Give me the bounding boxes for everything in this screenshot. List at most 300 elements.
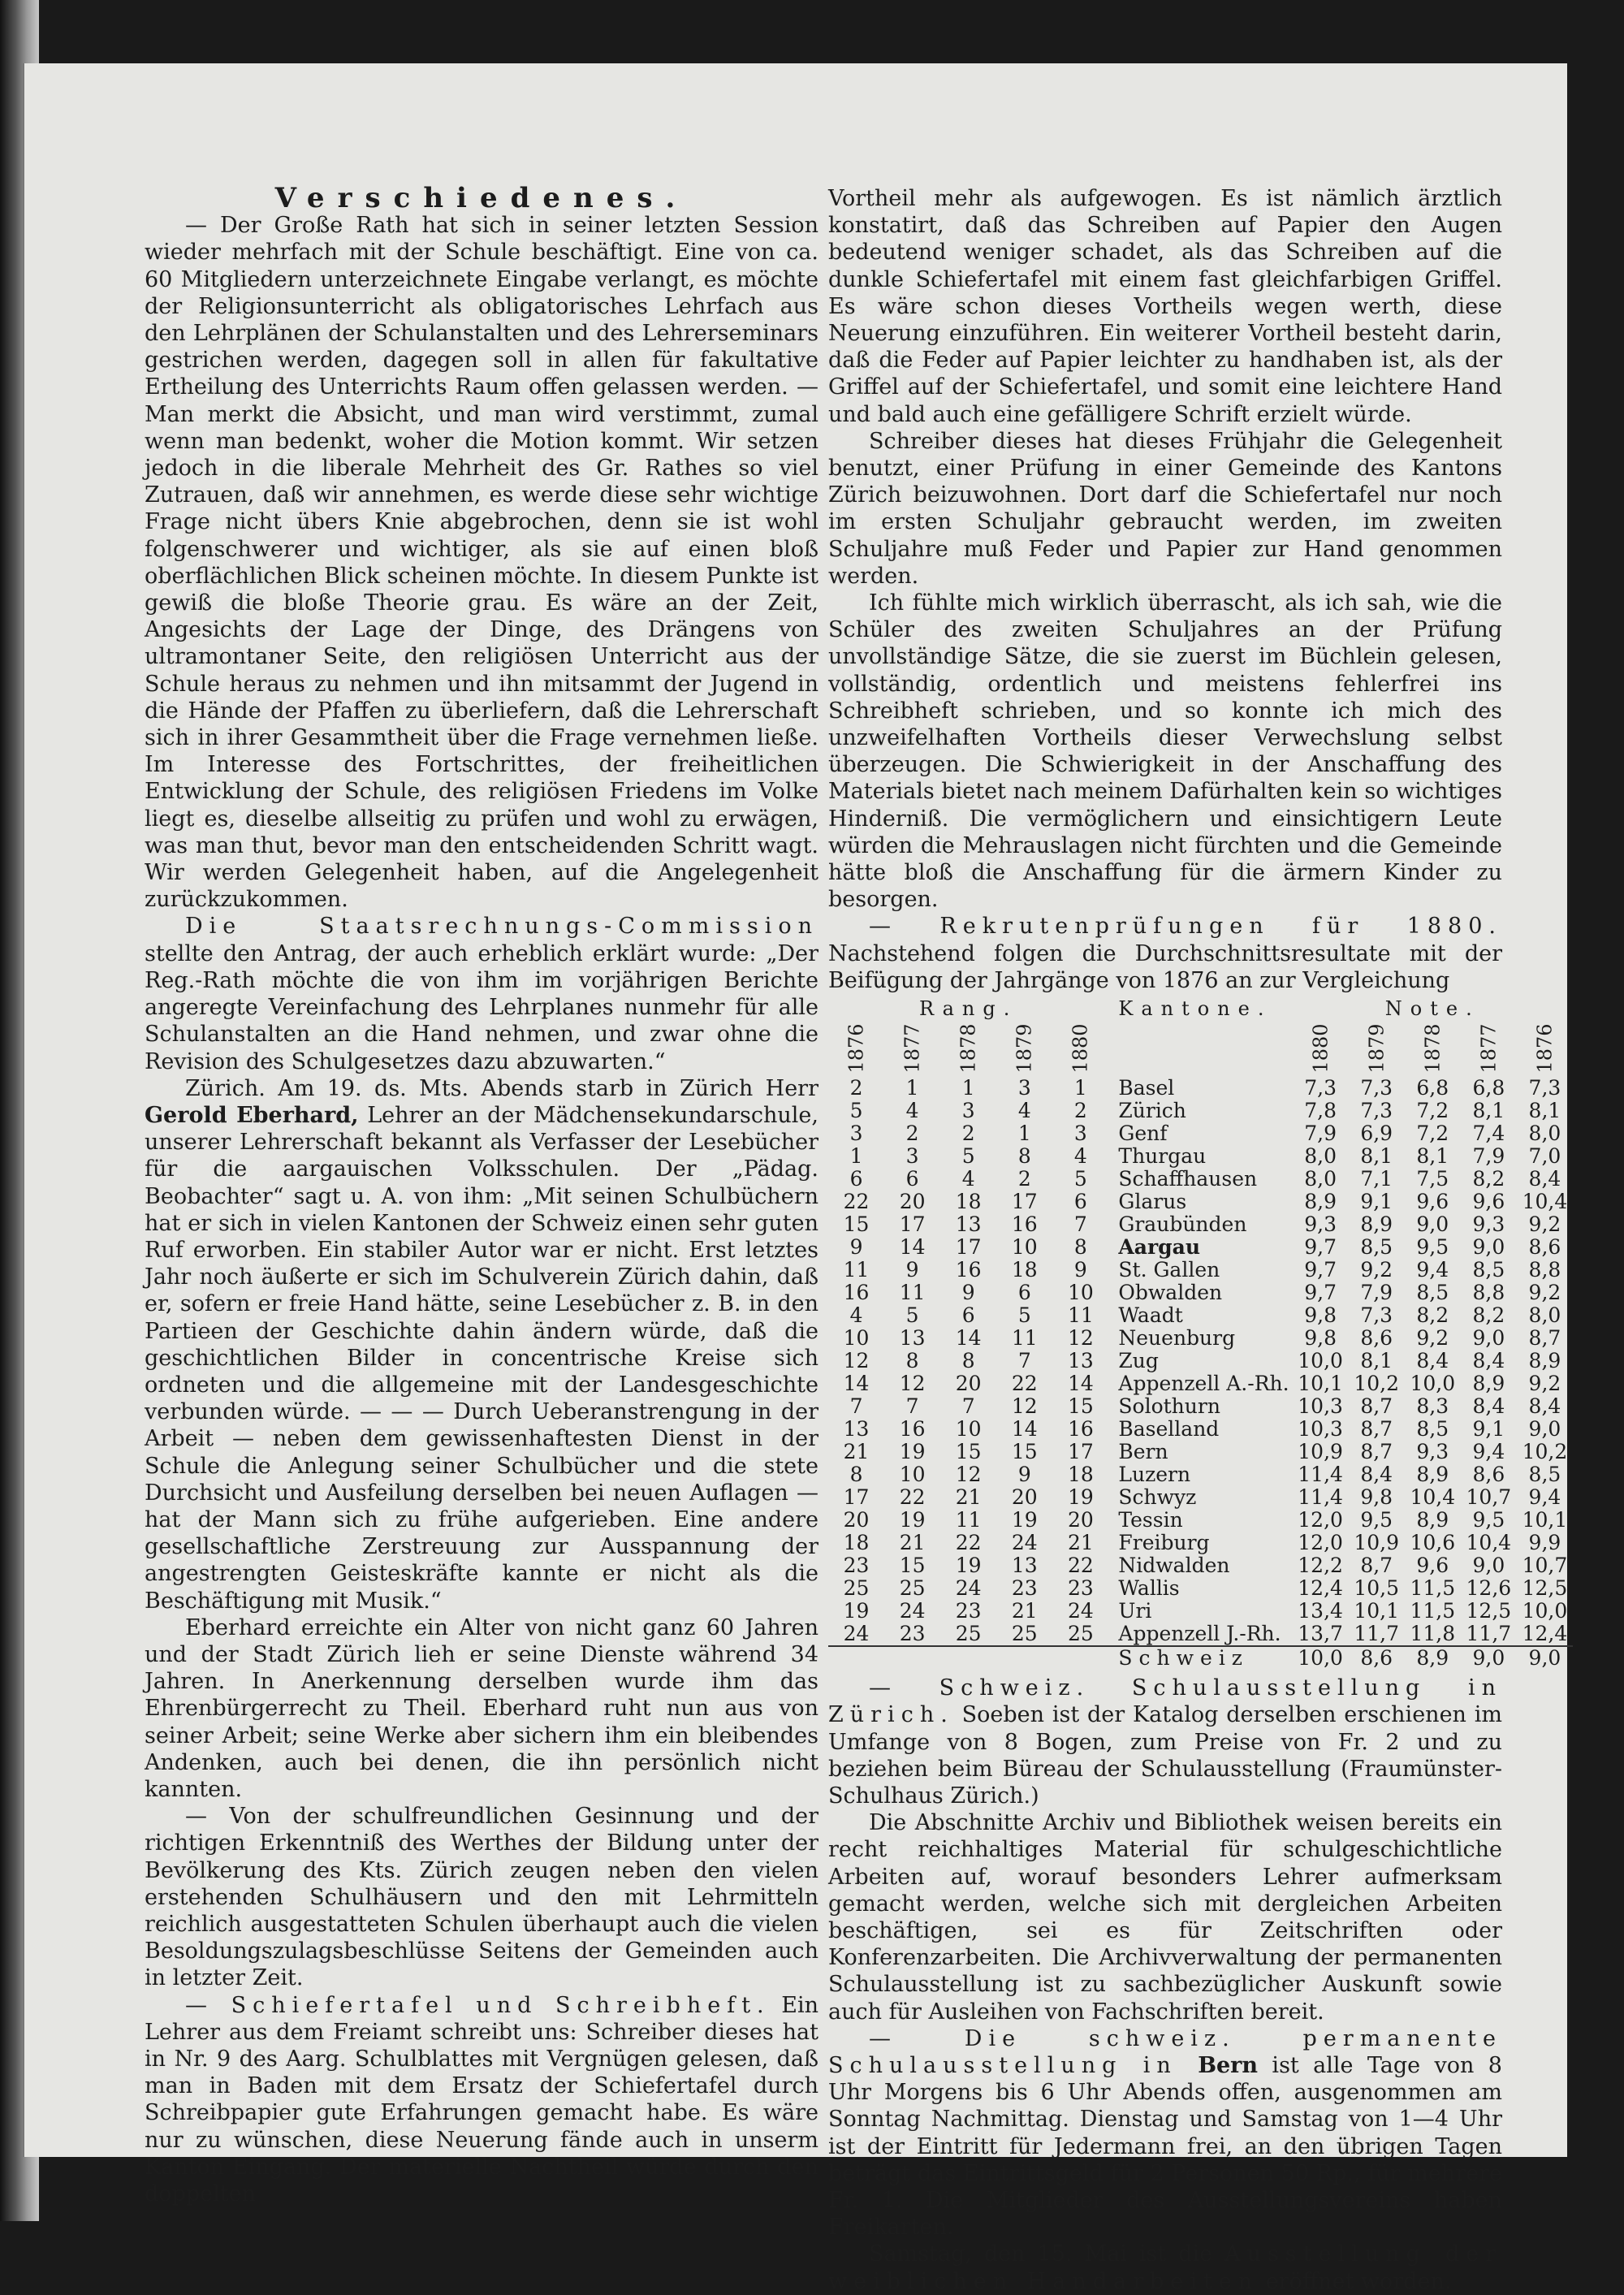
year-note-1 <box>1349 1020 1405 1077</box>
year-label: 1880 <box>1309 1023 1332 1074</box>
note-cell: 9,7 <box>1304 1258 1337 1282</box>
rang-cell: 12 <box>843 1349 870 1373</box>
kanton-cell: Obwalden <box>1118 1281 1223 1305</box>
note-cell: 10,3 <box>1298 1394 1343 1419</box>
rang-cell: 24 <box>955 1576 982 1601</box>
rang-cell: 8 <box>1073 1235 1087 1260</box>
rang-cell: 1 <box>1073 1076 1087 1100</box>
note-cell: 8,5 <box>1360 1235 1393 1260</box>
article-eberhard-name: Gerold Eberhard, <box>145 1102 359 1128</box>
note-cell: 8,6 <box>1360 1326 1393 1351</box>
rang-cell: 20 <box>899 1190 926 1214</box>
rang-cell: 18 <box>955 1190 982 1214</box>
note-cell: 12,5 <box>1522 1576 1568 1601</box>
kanton-cell: Nidwalden <box>1118 1554 1230 1578</box>
article-grosser-rath: — Der Große Rath hat sich in seiner letzten Session wieder mehrfach mit der Schule beschäftigt. Eine von ca. 60 Mitgliedern unterzeichnete Eingabe verlangt, es möchte der Religionsunterricht als obligatorisches Lehrfach aus den Lehrplänen der Schulanstalten und des Lehrerseminars gestrichen werden, dagegen soll in allen für fakultative Ertheilung des Unterrichts Raum offen gelassen werden. — Man merkt die Absicht, und man wird verstimmt, zumal wenn man bedenkt, woher die Motion kommt. Wir setzen jedoch in die liberale Mehrheit des Gr. Rathes so viel Zutrauen, daß wir annehmen, es werde diese sehr wichtige Frage nicht übers Knie abgebrochen, denn sie ist wohl folgenschwerer und wichtiger, als sie auf einen bloß oberflächlichen Blick scheinen möchte. In diesem Punkte ist gewiß die bloße Theorie grau. Es wäre an der Zeit, Angesichts der Lage der Dinge, des Drängens von ultramontaner Seite, den religiösen Unterricht aus der Schule heraus zu nehmen und ihn mitsammt der Jugend in die Hände der Pfaffen zu überliefern, daß die Lehrerschaft sich in ihrer Gesammtheit über die Frage vernehmen ließe. Im Interesse des Fortschrittes, der freiheitlichen Entwicklung der Schule, des religiösen Friedens im Volke liegt es, dieselbe allseitig zu prüfen und wohl zu erwägen, was man thut, bevor man den entscheidenden Schritt wagt. Wir werden Gelegenheit haben, auf die Angelegenheit zurückzukommen. <box>145 213 818 913</box>
rang-cell: 21 <box>955 1485 982 1510</box>
year-label: 1880 <box>1069 1023 1092 1074</box>
newspaper-page <box>23 63 1568 2294</box>
note-cell: 7,3 <box>1304 1076 1337 1100</box>
note-cell: 8,1 <box>1360 1144 1393 1169</box>
rang-cell: 22 <box>899 1485 926 1510</box>
rang-cell: 12 <box>1067 1326 1094 1351</box>
note-cell: 9,7 <box>1304 1281 1337 1305</box>
rang-cell: 5 <box>905 1303 919 1328</box>
note-cell: 10,0 <box>1298 1349 1343 1373</box>
rang-cell: 25 <box>843 1576 870 1601</box>
article-schulausstellung-zuerich-body: Soeben ist der Katalog derselben erschienen im Umfange von 8 Bogen, zum Preise von Fr. 2 und zu beziehen beim Büreau der Schulausstellung (Fraumünster-Schulhaus Zürich.) <box>828 1702 1502 1809</box>
rang-cell: 2 <box>905 1122 919 1146</box>
note-cell: 10,4 <box>1522 1190 1568 1214</box>
rang-cell: 8 <box>905 1349 919 1373</box>
sum-note-cell: 9,0 <box>1517 1646 1573 1670</box>
page-heading: Verschiedenes. <box>274 182 689 214</box>
rang-cell: 25 <box>955 1622 982 1646</box>
table-row <box>828 1463 1573 1486</box>
note-cell: 11,5 <box>1410 1599 1456 1623</box>
article-eberhard-intro: Zürich. Am 19. ds. Mts. Abends starb in Zürich Herr <box>185 1075 818 1101</box>
rang-cell: 6 <box>961 1303 975 1328</box>
rang-cell: 10 <box>843 1326 870 1351</box>
note-cell: 7,1 <box>1360 1167 1393 1191</box>
year-label: 1877 <box>901 1023 924 1074</box>
kanton-cell: Schaffhausen <box>1118 1167 1258 1191</box>
kanton-cell: Graubünden <box>1118 1212 1247 1237</box>
note-cell: 9,4 <box>1472 1440 1505 1464</box>
note-cell: 9,8 <box>1360 1485 1393 1510</box>
year-label: 1876 <box>844 1023 868 1074</box>
note-cell: 10,4 <box>1410 1485 1456 1510</box>
rang-cell: 10 <box>955 1417 982 1441</box>
kanton-cell: Appenzell J.-Rh. <box>1118 1622 1281 1646</box>
year-rang-3 <box>996 1020 1052 1077</box>
rang-cell: 7 <box>905 1394 919 1419</box>
table-sum-row <box>828 1646 1573 1670</box>
rang-cell: 20 <box>955 1372 982 1396</box>
note-cell: 10,9 <box>1354 1531 1400 1555</box>
rang-cell: 15 <box>843 1212 870 1237</box>
note-cell: 8,0 <box>1304 1144 1337 1169</box>
year-note-2 <box>1405 1020 1461 1077</box>
rang-cell: 9 <box>905 1258 919 1282</box>
table-year-header <box>828 1020 1573 1077</box>
article-schulausstellung-bern-place: Bern <box>1198 2052 1259 2078</box>
note-cell: 8,5 <box>1528 1463 1561 1487</box>
note-cell: 11,8 <box>1410 1622 1456 1646</box>
rang-cell: 22 <box>1011 1372 1038 1396</box>
rang-cell: 2 <box>849 1076 863 1100</box>
article-schulausstellung-zuerich-title: — Schweiz. Schulausstellung in Zürich. <box>828 1675 1502 1728</box>
rang-cell: 23 <box>1067 1576 1094 1601</box>
note-cell: 7,3 <box>1360 1303 1393 1328</box>
note-cell: 8,5 <box>1472 1258 1505 1282</box>
note-cell: 9,2 <box>1416 1326 1449 1351</box>
rang-cell: 22 <box>1067 1554 1094 1578</box>
table-row <box>828 1395 1573 1418</box>
rang-cell: 11 <box>899 1281 926 1305</box>
note-cell: 9,1 <box>1360 1190 1393 1214</box>
note-cell: 9,1 <box>1472 1417 1505 1441</box>
rang-cell: 23 <box>899 1622 926 1646</box>
note-cell: 8,4 <box>1528 1167 1561 1191</box>
rang-cell: 24 <box>899 1599 926 1623</box>
note-cell: 8,7 <box>1528 1326 1561 1351</box>
rang-cell: 11 <box>1067 1303 1094 1328</box>
kanton-cell: Tessin <box>1118 1508 1183 1532</box>
rang-cell: 4 <box>961 1167 975 1191</box>
note-cell: 8,0 <box>1304 1167 1337 1191</box>
note-cell: 8,4 <box>1528 1394 1561 1419</box>
rang-cell: 9 <box>1073 1258 1087 1282</box>
rang-cell: 21 <box>1067 1531 1094 1555</box>
rang-cell: 20 <box>843 1508 870 1532</box>
note-cell: 9,2 <box>1528 1281 1561 1305</box>
rang-cell: 14 <box>955 1326 982 1351</box>
kanton-cell: Glarus <box>1118 1190 1187 1214</box>
rang-cell: 11 <box>843 1258 870 1282</box>
note-cell: 8,3 <box>1416 1394 1449 1419</box>
rang-cell: 19 <box>1011 1508 1038 1532</box>
rang-cell: 1 <box>849 1144 863 1169</box>
table-row <box>828 1100 1573 1122</box>
rang-cell: 14 <box>899 1235 926 1260</box>
rang-cell: 17 <box>843 1485 870 1510</box>
year-rang-0 <box>828 1020 884 1077</box>
article-schiefertafel-cont: Vortheil mehr als aufgewogen. Es ist nämlich ärztlich konstatirt, daß das Schreiben auf Papier den Augen bedeutend weniger schadet, als das Schreiben auf die dunkle Schiefertafel mit einem fast gleichfarbigen Griffel. Es wäre schon dieses Vortheils wegen werth, diese Neuerung einzuführen. Ein weiterer Vortheil besteht darin, daß die Feder auf Papier leichter zu handhaben ist, als der Griffel auf der Schiefertafel, und somit eine leichtere Hand und bald auch eine gefälligere Schrift erzielt würde. <box>828 186 1502 427</box>
rang-cell: 7 <box>1017 1349 1031 1373</box>
rang-cell: 11 <box>955 1508 982 1532</box>
kanton-cell: Bern <box>1118 1440 1168 1464</box>
note-cell: 12,0 <box>1298 1508 1343 1532</box>
note-cell: 10,4 <box>1466 1531 1512 1555</box>
kanton-cell: Genf <box>1118 1122 1168 1146</box>
note-cell: 8,4 <box>1360 1463 1393 1487</box>
note-cell: 9,8 <box>1304 1303 1337 1328</box>
note-cell: 9,2 <box>1360 1258 1393 1282</box>
rang-cell: 9 <box>961 1281 975 1305</box>
note-cell: 8,6 <box>1528 1235 1561 1260</box>
note-cell: 9,7 <box>1304 1235 1337 1260</box>
table-row <box>828 1236 1573 1259</box>
note-cell: 9,3 <box>1416 1440 1449 1464</box>
kanton-cell: Neuenburg <box>1118 1326 1236 1351</box>
rang-cell: 1 <box>1017 1122 1031 1146</box>
note-cell: 8,9 <box>1416 1463 1449 1487</box>
rang-cell: 22 <box>843 1190 870 1214</box>
article-handarbeiten-title: Ausstellung der weiblichen Handarbeiten <box>828 2241 1502 2294</box>
rang-cell: 13 <box>1067 1349 1094 1373</box>
note-cell: 8,9 <box>1304 1190 1337 1214</box>
kanton-cell: Waadt <box>1118 1303 1183 1328</box>
note-cell: 11,7 <box>1466 1622 1512 1646</box>
rang-cell: 11 <box>1011 1326 1038 1351</box>
rang-cell: 16 <box>843 1281 870 1305</box>
kanton-cell: Thurgau <box>1118 1144 1207 1169</box>
note-cell: 9,0 <box>1472 1235 1505 1260</box>
note-cell: 12,6 <box>1466 1576 1512 1601</box>
rang-cell: 15 <box>899 1554 926 1578</box>
rang-cell: 13 <box>899 1326 926 1351</box>
note-cell: 7,8 <box>1304 1099 1337 1123</box>
note-cell: 8,4 <box>1416 1349 1449 1373</box>
rang-cell: 5 <box>1017 1303 1031 1328</box>
table-row <box>828 1532 1573 1554</box>
kanton-cell: Zürich <box>1118 1099 1186 1123</box>
rang-cell: 14 <box>1067 1372 1094 1396</box>
note-cell: 12,4 <box>1298 1576 1343 1601</box>
note-cell: 13,7 <box>1298 1622 1343 1646</box>
rang-cell: 23 <box>843 1554 870 1578</box>
rang-cell: 3 <box>905 1144 919 1169</box>
rang-cell: 19 <box>899 1440 926 1464</box>
note-cell: 11,5 <box>1410 1576 1456 1601</box>
rang-cell: 19 <box>955 1554 982 1578</box>
rang-cell: 17 <box>899 1212 926 1237</box>
note-cell: 10,7 <box>1522 1554 1568 1578</box>
kantone-spacer <box>1108 1020 1292 1077</box>
table-row <box>828 1509 1573 1532</box>
rang-cell: 3 <box>1017 1076 1031 1100</box>
note-cell: 8,7 <box>1360 1394 1393 1419</box>
note-cell: 8,8 <box>1528 1258 1561 1282</box>
kanton-cell: St. Gallen <box>1118 1258 1220 1282</box>
note-cell: 10,5 <box>1354 1576 1400 1601</box>
kanton-cell: Schwyz <box>1118 1485 1197 1510</box>
table-row <box>828 1191 1573 1213</box>
year-label: 1879 <box>1013 1023 1036 1074</box>
note-cell: 10,0 <box>1410 1372 1456 1396</box>
rang-cell: 5 <box>1073 1167 1087 1191</box>
article-staatsrechnung-title: Die Staatsrechnungs-Commission <box>185 914 818 940</box>
rang-cell: 24 <box>1067 1599 1094 1623</box>
note-cell: 12,5 <box>1466 1599 1512 1623</box>
rang-cell: 1 <box>961 1076 975 1100</box>
article-handarbeiten <box>828 2241 1502 2294</box>
rang-cell: 18 <box>843 1531 870 1555</box>
note-cell: 8,5 <box>1416 1417 1449 1441</box>
note-cell: 9,6 <box>1472 1190 1505 1214</box>
kanton-cell: Appenzell A.-Rh. <box>1118 1372 1289 1396</box>
sum-note-cell: 10,0 <box>1293 1646 1349 1670</box>
kanton-cell: Wallis <box>1118 1576 1180 1601</box>
rang-cell: 10 <box>899 1463 926 1487</box>
note-cell: 9,0 <box>1416 1212 1449 1237</box>
note-cell: 10,9 <box>1298 1440 1343 1464</box>
rekruten-table-body <box>828 997 1573 1670</box>
note-cell: 8,2 <box>1472 1167 1505 1191</box>
table-row <box>828 1145 1573 1168</box>
rang-cell: 8 <box>849 1463 863 1487</box>
note-cell: 9,6 <box>1416 1554 1449 1578</box>
sum-note-cell: 8,6 <box>1349 1646 1405 1670</box>
note-cell: 13,4 <box>1298 1599 1343 1623</box>
note-cell: 9,9 <box>1528 1531 1561 1555</box>
year-label: 1876 <box>1533 1023 1557 1074</box>
group-note: Note. <box>1384 997 1480 1021</box>
table-row <box>828 1213 1573 1236</box>
article-rekrutenpruefungen-body: Nachstehend folgen die Durchschnittsresultate mit der Beifügung der Jahrgänge von 1876 an zur Vergleichung <box>828 940 1502 993</box>
rang-cell: 10 <box>1067 1281 1094 1305</box>
year-label: 1878 <box>1421 1023 1445 1074</box>
year-note-0 <box>1293 1020 1349 1077</box>
note-cell: 8,1 <box>1416 1144 1449 1169</box>
rang-cell: 9 <box>1017 1463 1031 1487</box>
note-cell: 7,3 <box>1360 1099 1393 1123</box>
rang-cell: 23 <box>1011 1576 1038 1601</box>
article-schulausstellung-bern-body: ist alle Tage von 8 Uhr Morgens bis 6 Uhr Abends offen, ausgenommen am Sonntag Nachmittag. Dienstag und Samstag von 1—4 Uhr ist der Eintritt für Jedermann frei, an den übrigen Tagen beträgt das Eintrittsgeld für 2 Personen 50 Rp., für mehrere Fr. 1. Die Mitglieder des Ausstellungsvereins haben Freikarten. <box>828 2052 1502 2241</box>
note-cell: 9,2 <box>1528 1372 1561 1396</box>
note-cell: 10,2 <box>1354 1372 1400 1396</box>
article-staatsrechnung <box>145 913 818 1074</box>
note-cell: 8,6 <box>1472 1463 1505 1487</box>
rang-cell: 5 <box>961 1144 975 1169</box>
rang-cell: 12 <box>899 1372 926 1396</box>
note-cell: 7,9 <box>1472 1144 1505 1169</box>
note-cell: 7,9 <box>1360 1281 1393 1305</box>
article-archiv: Die Abschnitte Archiv und Bibliothek weisen bereits ein recht reichhaltiges Material für schulgeschichtliche Arbeiten auf, worauf besonders Lehrer aufmerksam gemacht werden, welche sich mit dergleichen Arbeiten beschäftigen, sei es für Zeitschriften oder Konferenzarbeiten. Die Archivverwaltung der permanenten Schulausstellung ist zu sachbezüglicher Auskunft sowie auch für Ausleihen von Fachschriften bereit. <box>828 1810 1502 2025</box>
note-cell: 12,2 <box>1298 1554 1343 1578</box>
year-note-3 <box>1461 1020 1517 1077</box>
note-cell: 9,2 <box>1528 1212 1561 1237</box>
note-cell: 10,2 <box>1522 1440 1568 1464</box>
note-cell: 7,9 <box>1304 1122 1337 1146</box>
rang-cell: 4 <box>905 1099 919 1123</box>
rang-cell: 4 <box>849 1303 863 1328</box>
rang-cell: 22 <box>955 1531 982 1555</box>
rang-cell: 15 <box>955 1440 982 1464</box>
year-label: 1877 <box>1477 1023 1501 1074</box>
note-cell: 10,3 <box>1298 1417 1343 1441</box>
table-row <box>828 1577 1573 1600</box>
article-schulausstellung-bern <box>828 2025 1502 2241</box>
kanton-cell: Freiburg <box>1118 1531 1210 1555</box>
group-rang: Rang. <box>919 997 1018 1021</box>
article-eberhard <box>145 1075 818 1614</box>
note-cell: 8,4 <box>1472 1394 1505 1419</box>
right-column <box>828 185 1568 2295</box>
rang-cell: 17 <box>1011 1190 1038 1214</box>
rang-cell: 20 <box>1011 1485 1038 1510</box>
rang-cell: 7 <box>849 1394 863 1419</box>
rang-cell: 6 <box>849 1167 863 1191</box>
note-cell: 11,4 <box>1298 1463 1343 1487</box>
rang-cell: 21 <box>899 1531 926 1555</box>
note-cell: 8,1 <box>1360 1349 1393 1373</box>
article-schiefertafel-ueberrascht: Ich fühlte mich wirklich überrascht, als ich sah, wie die Schüler des zweiten Schuljahres an der Prüfung unvollständige Sätze, die sie zuerst im Büchlein gelesen, vollständig, ordentlich und meistens fehlerfrei ins Schreibheft schrieben, und so konnte ich mich des unzweifelhaften Vortheils dieser Verwechslung selbst überzeugen. Die Schwierigkeit in der Anschaffung des Materials bietet nach meinem Dafürhalten kein so wichtiges Hinderniß. Die vermöglichern und einsichtigern Leute würden die Mehrauslagen nicht fürchten und die Gemeinde hätte bloß die Anschaffung für die ärmern Kinder zu besorgen. <box>828 590 1502 913</box>
rang-cell: 9 <box>849 1235 863 1260</box>
note-cell: 6,9 <box>1360 1122 1393 1146</box>
note-cell: 10,7 <box>1466 1485 1512 1510</box>
note-cell: 9,0 <box>1528 1417 1561 1441</box>
note-cell: 10,1 <box>1298 1372 1343 1396</box>
rekruten-table <box>828 997 1573 1670</box>
note-cell: 10,0 <box>1522 1599 1568 1623</box>
note-cell: 7,2 <box>1416 1122 1449 1146</box>
table-row <box>828 1122 1573 1145</box>
note-cell: 8,7 <box>1360 1440 1393 1464</box>
table-row <box>828 1554 1573 1577</box>
rang-cell: 4 <box>1017 1099 1031 1123</box>
note-cell: 7,5 <box>1416 1167 1449 1191</box>
article-rekrutenpruefungen-title: — Rekrutenprüfungen für 1880. <box>869 914 1502 940</box>
note-cell: 9,4 <box>1416 1258 1449 1282</box>
rang-cell: 7 <box>961 1394 975 1419</box>
article-handarbeiten-end: eröffnet worden. <box>1259 2268 1452 2294</box>
rang-cell: 8 <box>961 1349 975 1373</box>
table-row <box>828 1418 1573 1441</box>
rang-cell: 8 <box>1017 1144 1031 1169</box>
rang-cell: 12 <box>955 1463 982 1487</box>
rang-cell: 16 <box>1067 1417 1094 1441</box>
note-cell: 9,3 <box>1304 1212 1337 1237</box>
rang-cell: 5 <box>849 1099 863 1123</box>
note-cell: 8,9 <box>1360 1212 1393 1237</box>
note-cell: 8,2 <box>1472 1303 1505 1328</box>
table-row <box>828 1259 1573 1281</box>
note-cell: 10,6 <box>1410 1531 1456 1555</box>
note-cell: 7,2 <box>1416 1099 1449 1123</box>
rang-cell: 15 <box>1067 1394 1094 1419</box>
rang-cell: 18 <box>1067 1463 1094 1487</box>
note-cell: 9,0 <box>1472 1554 1505 1578</box>
kanton-cell: Uri <box>1118 1599 1152 1623</box>
article-staatsrechnung-body: stellte den Antrag, der auch erheblich erklärt wurde: „Der Reg.-Rath möchte die von ihm im vorjährigen Berichte angeregte Vereinfachung des Lehrplanes nunmehr für alle Schulanstalten an die Hand nehmen, und zwar ohne die Revision des Schulgesetzes dazu abzuwarten.“ <box>145 940 818 1074</box>
rang-cell: 10 <box>1011 1235 1038 1260</box>
rang-cell: 3 <box>849 1122 863 1146</box>
rang-cell: 12 <box>1011 1394 1038 1419</box>
rang-cell: 15 <box>1011 1440 1038 1464</box>
note-cell: 9,4 <box>1528 1485 1561 1510</box>
article-schiefertafel-pruefung: Schreiber dieses hat dieses Frühjahr die Gelegenheit benutzt, einer Prüfung in einer Gemeinde des Kantons Zürich beizuwohnen. Dort darf die Schiefertafel nur noch im ersten Schuljahr gebraucht werden, im zweiten Schuljahre muß Feder und Papier zur Hand genommen werden. <box>828 428 1502 589</box>
rang-cell: 4 <box>1073 1144 1087 1169</box>
rang-cell: 2 <box>1017 1167 1031 1191</box>
rang-cell: 2 <box>961 1122 975 1146</box>
article-schulfreundlich: — Von der schulfreundlichen Gesinnung und der richtigen Erkenntniß des Werthes der Bildung unter der Bevölkerung des Kts. Zürich zeugen neben den vielen erstehenden Schulhäusern und den mit Lehrmitteln reichlich ausgestatteten Schulen überhaupt auch die vielen Besoldungszulagsbeschlüsse Seitens der Gemeinden auch in letzter Zeit. <box>145 1804 818 1991</box>
rang-cell: 7 <box>1073 1212 1087 1237</box>
rang-cell: 6 <box>1017 1281 1031 1305</box>
year-rang-2 <box>940 1020 996 1077</box>
rang-cell: 19 <box>843 1599 870 1623</box>
rang-cell: 6 <box>905 1167 919 1191</box>
rang-cell: 3 <box>961 1099 975 1123</box>
group-kantone: Kantone. <box>1118 997 1272 1021</box>
table-row <box>828 1077 1573 1100</box>
rang-cell: 21 <box>1011 1599 1038 1623</box>
note-cell: 10,1 <box>1354 1599 1400 1623</box>
rang-cell: 24 <box>843 1622 870 1646</box>
year-rang-4 <box>1052 1020 1108 1077</box>
article-schiefertafel <box>145 1992 818 2208</box>
note-cell: 9,8 <box>1304 1326 1337 1351</box>
sum-note-cell: 9,0 <box>1461 1646 1517 1670</box>
note-cell: 7,3 <box>1528 1076 1561 1100</box>
note-cell: 11,7 <box>1354 1622 1400 1646</box>
note-cell: 8,7 <box>1360 1417 1393 1441</box>
year-note-4 <box>1517 1020 1573 1077</box>
article-schulausstellung-bern-title: — Die schweiz. permanente Schulausstellung in <box>828 2025 1502 2078</box>
kanton-cell: Solothurn <box>1118 1394 1220 1419</box>
note-cell: 8,5 <box>1416 1281 1449 1305</box>
article-eberhard-body: Lehrer an der Mädchensekundarschule, unserer Lehrerschaft bekannt als Verfasser der Lesebücher für die aargauischen Volksschulen. Der „Pädag. Beobachter“ sagt u. A. von ihm: „Mit seinen Schulbüchern hat er sich in vielen Kantonen der Schweiz einen sehr guten Ruf erworben. Ein stabiler Autor war er nicht. Erst letztes Jahr noch äußerte er sich im Schulverein Zürich dahin, daß er, sofern er freie Hand hätte, seine Lesebücher z. B. in den Partieen der Geschichte dahin ändern würde, daß die geschichtlichen Bilder in concentrische Kreise sich ordneten und die allgemeine mit der Landesgeschichte verbunden würde. — — — Durch Ueberanstrengung in der Arbeit — neben dem gewissenhaftesten Dienst in der Schule die Anlegung seiner Schulbücher und die stete Durchsicht und Ausfeilung derselben bei neuen Auflagen — hat der Mann sich zu frühe aufgerieben. Eine andere gesellschaftliche Zerstreuung zur Ausspannung der angestrengten Geisteskräfte kannte er nicht als die Beschäftigung mit Musik.“ <box>145 1102 818 1614</box>
rang-cell: 14 <box>843 1372 870 1396</box>
article-schiefertafel-body: Ein Lehrer aus dem Freiamt schreibt uns: Schreiber dieses hat in Nr. 9 des Aarg. Schulblattes mit Vergnügen gelesen, daß man in Baden mit dem Ersatz der Schiefertafel durch Schreibpapier gute Erfahrungen gemacht habe. Es wäre nur zu wünschen, diese Neuerung fände auch in unserm Kanton Eingang. Der materielle Nachtheil würde durch den doppelten <box>145 1992 818 2207</box>
note-cell: 8,4 <box>1472 1349 1505 1373</box>
note-cell: 8,8 <box>1472 1281 1505 1305</box>
rang-cell: 25 <box>899 1576 926 1601</box>
note-cell: 12,4 <box>1522 1622 1568 1646</box>
note-cell: 8,9 <box>1472 1372 1505 1396</box>
kanton-cell: Baselland <box>1118 1417 1220 1441</box>
